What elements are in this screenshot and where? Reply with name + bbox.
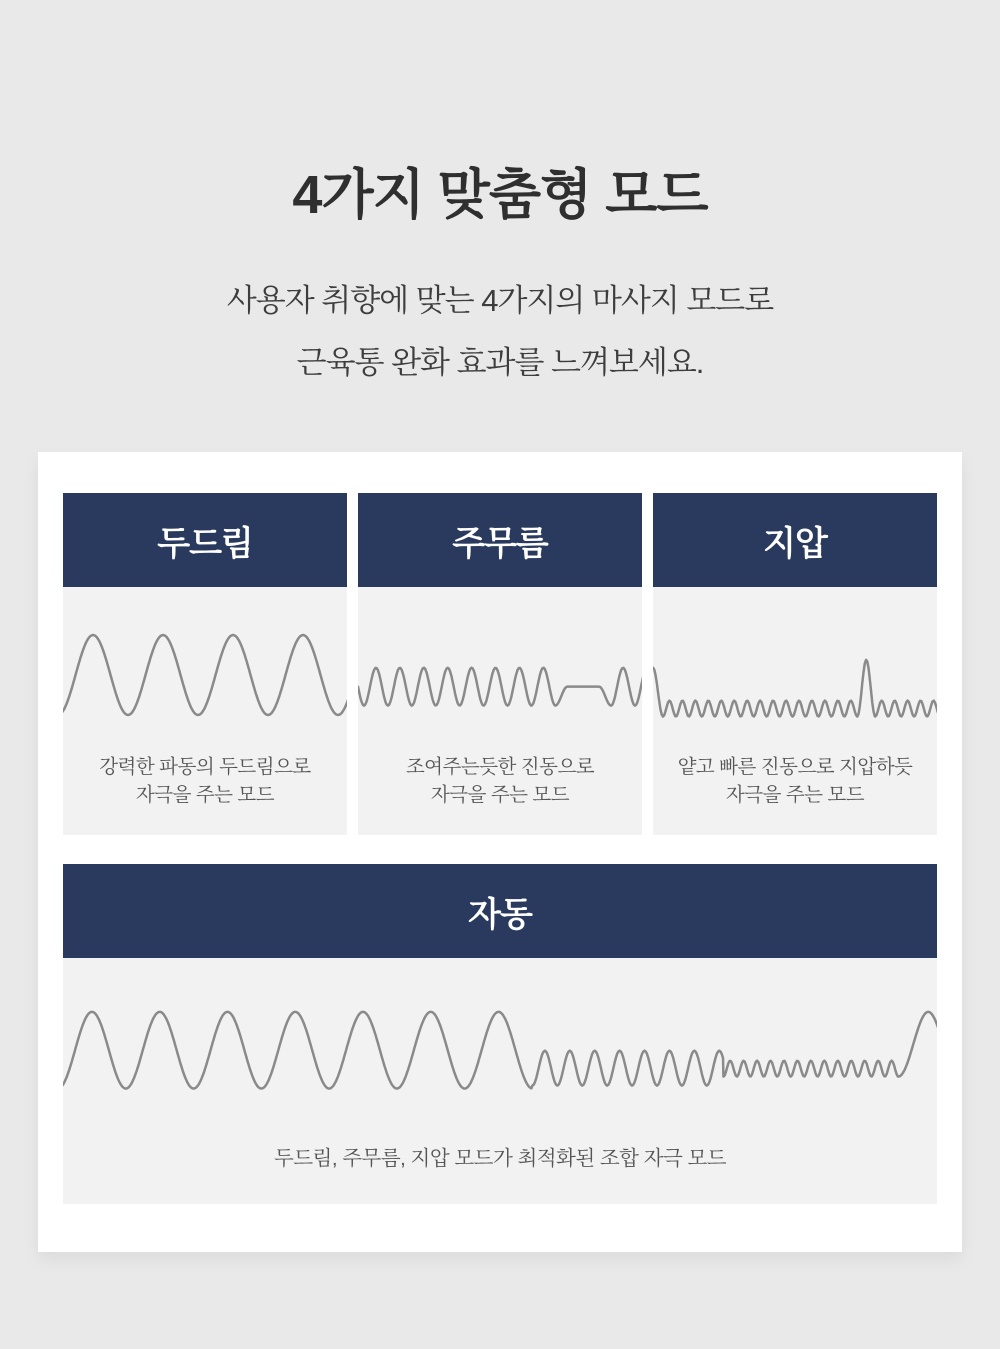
mode-title-acupressure: 지압 (653, 493, 937, 587)
hero-section (0, 0, 1000, 394)
page-subtitle-line2: 근육통 완화 효과를 느껴보세요. (296, 345, 704, 381)
mode-description-tapping-line1: 강력한 파동의 두드림으로 (99, 755, 311, 778)
mode-description-auto (63, 1144, 937, 1204)
mode-description-tapping (63, 753, 347, 836)
mode-description-kneading-line1: 조여주는듯한 진동으로 (405, 755, 595, 778)
mode-title-auto: 자동 (63, 864, 937, 958)
mode-title-tapping: 두드림 (63, 493, 347, 587)
mode-description-acupressure (653, 753, 937, 836)
auto-wave-graphic (63, 958, 937, 1144)
mode-description-acupressure-line2: 자극을 주는 모드 (725, 783, 865, 806)
tapping-wave-icon (63, 590, 347, 750)
mode-panel-auto (63, 864, 937, 1204)
mode-panel-acupressure (653, 493, 937, 835)
page-subtitle (0, 270, 1000, 394)
acupressure-wave-icon (653, 590, 937, 749)
kneading-wave-icon (358, 590, 642, 749)
kneading-wave-graphic (358, 587, 642, 752)
mode-panel-kneading (358, 493, 642, 835)
page-subtitle-line1: 사용자 취향에 맞는 4가지의 마사지 모드로 (226, 283, 774, 319)
acupressure-wave-graphic (653, 587, 937, 752)
mode-description-acupressure-line1: 얕고 빠른 진동으로 지압하듯 (677, 755, 913, 778)
mode-description-kneading (358, 753, 642, 836)
mode-description-tapping-line2: 자극을 주는 모드 (135, 783, 275, 806)
mode-description-auto-line1: 두드림, 주무름, 지압 모드가 최적화된 조합 자극 모드 (273, 1147, 727, 1171)
mode-title-kneading: 주무름 (358, 493, 642, 587)
tapping-wave-graphic (63, 587, 347, 752)
page-title: 4가지 맞춤형 모드 (292, 165, 708, 225)
mode-panel-tapping (63, 493, 347, 835)
modes-row (63, 493, 937, 835)
modes-card-container (38, 452, 962, 1252)
mode-description-kneading-line2: 자극을 주는 모드 (430, 783, 570, 806)
auto-wave-icon (63, 964, 937, 1138)
